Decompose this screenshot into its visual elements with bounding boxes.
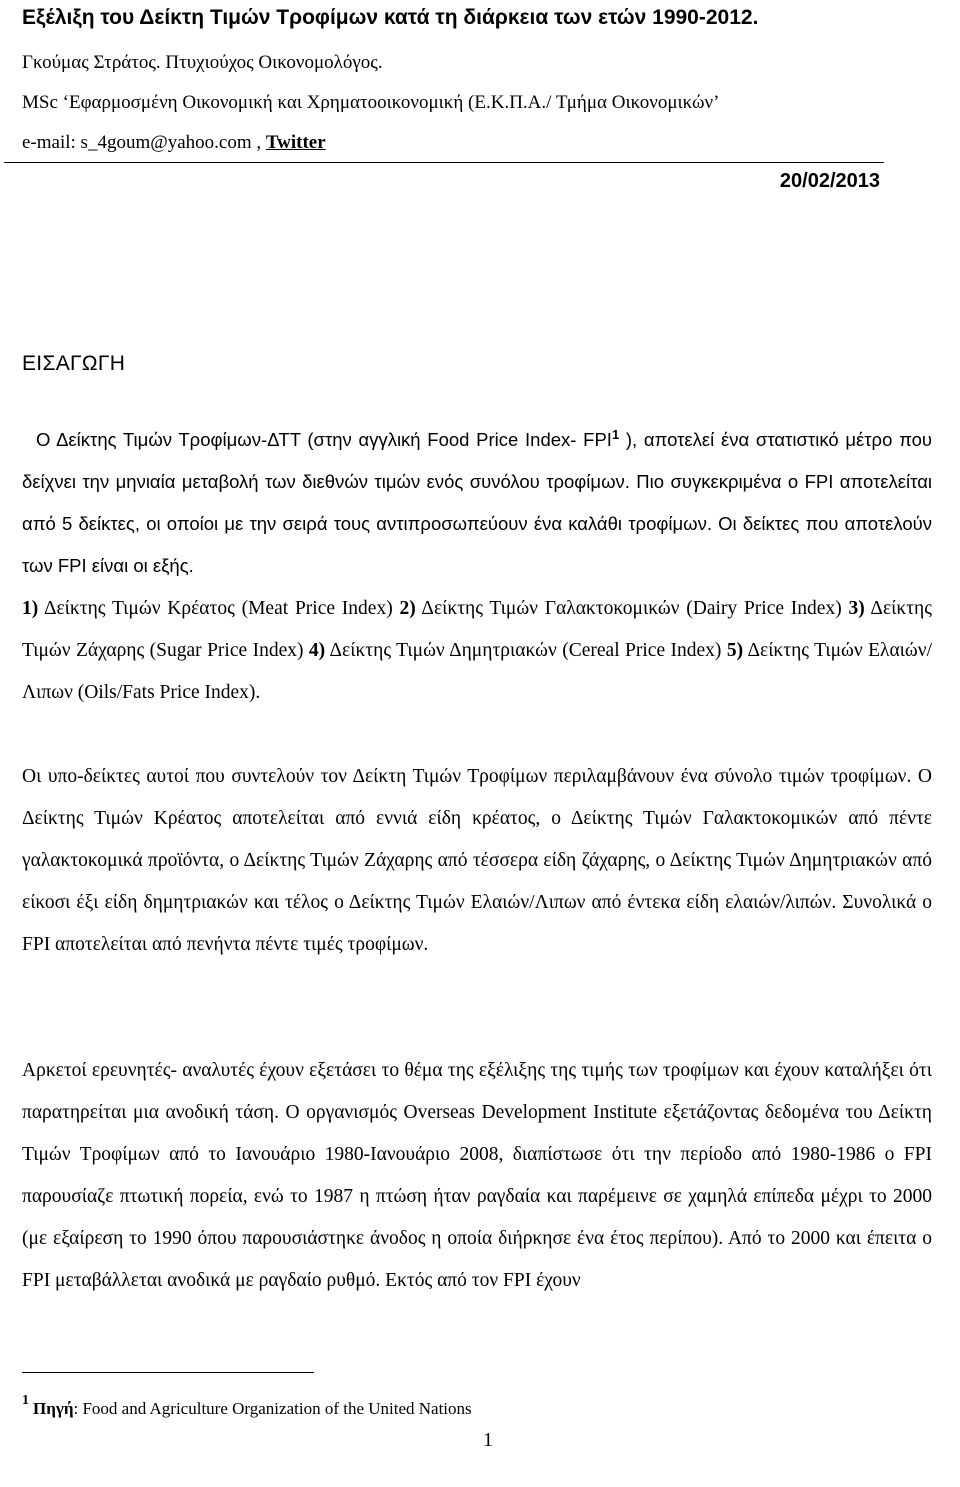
paragraph-text: Ο Δείκτης Τιμών Τροφίμων-ΔΤΤ (στην αγγλική Food Price Index- FPI [36, 429, 612, 450]
footnote-number: 1 [22, 1393, 29, 1408]
index-list-paragraph [22, 588, 932, 714]
list-item: Δείκτης Τιμών Ζάχαρης (Sugar Price Index) [22, 598, 932, 661]
list-item: Δείκτης Τιμών Ελαιών/Λιπων (Oils/Fats Price Index). [22, 640, 933, 703]
sub-indices-paragraph: Οι υπο-δείκτες αυτοί που συντελούν τον Δείκτη Τιμών Τροφίμων περιλαμβάνουν ένα σύνολο τιμών τροφίμων. Ο Δείκτης Τιμών Κρέατος αποτελείται από εννιά είδη κρέατος, ο Δείκτης Τιμών Γαλακτοκομικών από πέντε γαλακτοκομικά προϊόντα, ο Δείκτης Τιμών Ζάχαρης από τέσσερα είδη ζάχαρης, ο Δείκτης Τιμών Δημητριακών από είκοσι έξι είδη δημητριακών και τέλος ο Δείκτης Τιμών Ελαιών/Λιπων από έντεκα είδη ελαιών/λιπών. Συνολικά ο FPI αποτελείται από πενήντα πέντε τιμές τροφίμων. [22, 766, 932, 955]
twitter-link[interactable]: Twitter [265, 132, 326, 153]
list-item: Δείκτης Τιμών Γαλακτοκομικών (Dairy Price Index) [415, 598, 849, 619]
author-line: Γκούμας Στράτος. Πτυχιούχος Οικονομολόγος. [22, 52, 383, 73]
document-date: 20/02/2013 [779, 170, 880, 192]
contact-line [22, 130, 326, 156]
list-item: Δείκτης Τιμών Δημητριακών (Cereal Price Index) [325, 640, 727, 661]
list-number: 4) [308, 640, 326, 661]
footnote-divider [22, 1372, 314, 1373]
list-number: 1) [22, 598, 39, 619]
section-heading: ΕΙΣΑΓΩΓΗ [22, 352, 126, 375]
email-text: e-mail: s_4goum@yahoo.com , [22, 132, 266, 153]
page-number: 1 [483, 1429, 493, 1451]
footnote [22, 1386, 472, 1424]
list-number: 5) [726, 640, 744, 661]
footnote-label: Πηγή [33, 1399, 74, 1418]
degree-line: MSc ‘Εφαρμοσμένη Οικονομική και Χρηματοοικονομική (Ε.Κ.Π.Α./ Τμήμα Οικονομικών’ [22, 92, 720, 113]
document-title: Εξέλιξη του Δείκτη Τιμών Τροφίμων κατά τη διάρκεια των ετών 1990-2012. [22, 6, 759, 29]
header-divider [4, 162, 884, 163]
research-paragraph: Αρκετοί ερευνητές- αναλυτές έχουν εξετάσει το θέμα της εξέλιξης της τιμής των τροφίμων και έχουν καταλήξει ότι παρατηρείται μια ανοδική τάση. Ο οργανισμός Overseas Development Institute εξετάζοντας δεδομένα του Δείκτη Τιμών Τροφίμων από το Ιανουάριο 1980-Ιανουάριο 2008, διαπίστωσε ότι την περίοδο από 1980-1986 ο FPI παρουσίαζε πτωτική πορεία, ενώ το 1987 η πτώση ήταν ραγδαία και παρέμεινε σε χαμηλά επίπεδα μέχρι το 2000 (με εξαίρεση το 1990 όπου παρουσιάστηκε άνοδος η οποία διήρκησε ένα έτος περίπου). Από το 2000 και έπειτα ο FPI μεταβάλλεται ανοδικά με ραγδαίο ρυθμό. Εκτός από τον FPI έχουν [22, 1060, 932, 1291]
intro-paragraph [22, 419, 932, 587]
footnote-reference: 1 [611, 426, 620, 442]
paragraph-text: ), αποτελεί ένα στατιστικό μέτρο που δείχνει την μηνιαία μεταβολή των διεθνών τιμών ενός συνόλου τροφίμων. Πιο συγκεκριμένα ο FPI αποτελείται από 5 δείκτες, οι οποίοι με την σειρά τους αντιπροσωπεύουν ένα καλάθι τροφίμων. Οι δείκτες που αποτελούν των FPI είναι οι εξής. [22, 429, 932, 576]
footnote-text: : Food and Agriculture Organization of the United Nations [73, 1399, 472, 1418]
list-number: 2) [399, 598, 416, 619]
list-number: 3) [848, 598, 865, 619]
list-item: Δείκτης Τιμών Κρέατος (Meat Price Index) [38, 598, 400, 619]
